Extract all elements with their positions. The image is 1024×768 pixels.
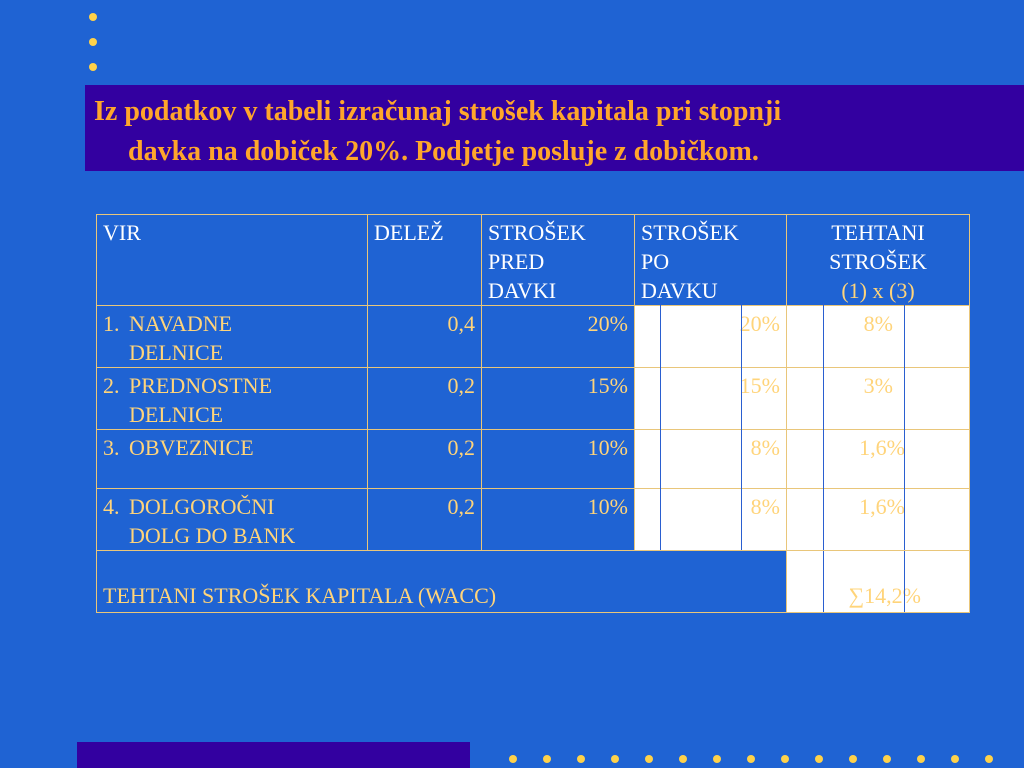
title-line-2: davka na dobiček 20%. Podjetje posluje z dobičkom. [128,136,759,167]
source-cell: 2. PREDNOSTNE DELNICE [97,368,368,430]
bullet-dot [611,755,619,763]
bullet-dot [509,755,517,763]
bullet-dot [985,755,993,763]
source-cell: 3. OBVEZNICE [97,430,368,489]
bullet-dot [89,63,97,71]
table-header-row [97,215,970,306]
bullet-dot [951,755,959,763]
weighted-cost-cell: 3% [787,368,970,430]
bullet-dot [781,755,789,763]
bullet-dot [747,755,755,763]
after-tax-cost-cell: 8% [635,430,787,489]
bullet-dot [849,755,857,763]
table-row [97,306,970,368]
weighted-cost-cell: 8% [787,306,970,368]
title-line-1: Iz podatkov v tabeli izračunaj strošek kapitala pri stopnji [94,96,782,127]
table-row [97,368,970,430]
weighted-cost-cell: 1,6% [787,430,970,489]
pre-tax-cost-cell: 20% [482,306,635,368]
header-strosek-po: STROŠEK PO DAVKU [635,215,787,306]
pre-tax-cost-cell: 15% [482,368,635,430]
table-row [97,430,970,489]
table-total-row [97,551,970,613]
source-cell: 4. DOLGOROČNI DOLG DO BANK [97,489,368,551]
table-row [97,489,970,551]
share-cell: 0,2 [368,430,482,489]
bullet-dot [917,755,925,763]
header-strosek-pred: STROŠEK PRED DAVKI [482,215,635,306]
bullet-dot [883,755,891,763]
header-vir: VIR [97,215,368,306]
after-tax-cost-cell: 20% [635,306,787,368]
bullet-dot [577,755,585,763]
bullet-dot [89,38,97,46]
bullet-dot [713,755,721,763]
pre-tax-cost-cell: 10% [482,430,635,489]
total-value-cell [787,551,970,613]
share-cell: 0,4 [368,306,482,368]
header-tehtani: TEHTANI STROŠEK (1) x (3) [787,215,970,306]
pre-tax-cost-cell: 10% [482,489,635,551]
total-label: TEHTANI STROŠEK KAPITALA (WACC) [97,551,787,613]
bullet-dot [645,755,653,763]
after-tax-cost-cell: 15% [635,368,787,430]
bullet-dot [543,755,551,763]
footer-band [77,742,470,768]
share-cell: 0,2 [368,489,482,551]
after-tax-cost-cell: 8% [635,489,787,551]
header-delez: DELEŽ [368,215,482,306]
cost-of-capital-table [96,214,970,613]
bullet-dot [679,755,687,763]
bullet-dot [89,13,97,21]
share-cell: 0,2 [368,368,482,430]
total-value: ∑14,2% [848,583,921,608]
source-cell: 1. NAVADNE DELNICE [97,306,368,368]
weighted-cost-cell: 1,6% [787,489,970,551]
slide-title [94,92,994,172]
bullet-dot [815,755,823,763]
